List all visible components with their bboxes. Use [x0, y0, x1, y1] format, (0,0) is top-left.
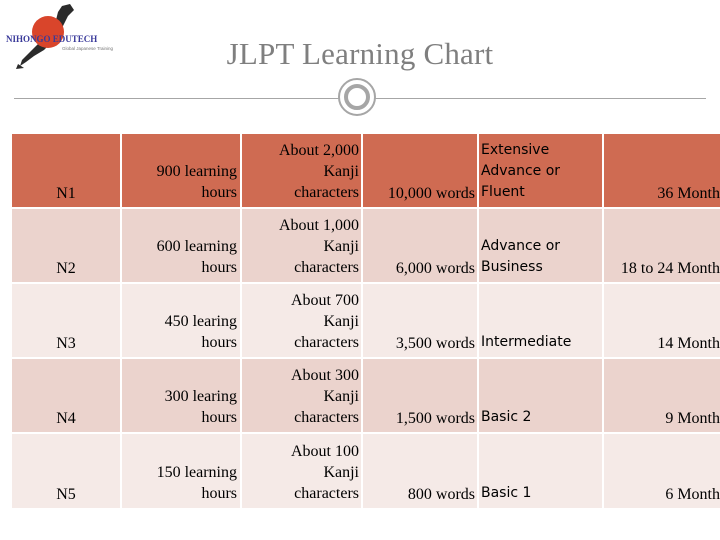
words-cell: 1,500 words — [363, 359, 479, 432]
ability-line: Advance or — [481, 163, 561, 179]
table-row-n1 — [12, 134, 720, 209]
words-cell: 800 words — [363, 434, 479, 508]
words-cell: 3,500 words — [363, 284, 479, 357]
kanji-line: Kanji — [323, 163, 359, 180]
hours-line: 450 learing — [164, 313, 237, 330]
duration-cell: 6 Month — [665, 486, 720, 503]
words-cell: 6,000 words — [363, 209, 479, 282]
kanji-line: characters — [294, 334, 359, 351]
kanji-cell — [242, 434, 363, 508]
ability-cell — [479, 284, 604, 357]
kanji-line: Kanji — [323, 238, 359, 255]
ring-ornament-icon — [338, 78, 376, 116]
kanji-line: Kanji — [323, 388, 359, 405]
page-title: JLPT Learning Chart — [226, 36, 494, 71]
hours-line: 300 learing — [164, 388, 237, 405]
table-row-n3 — [12, 284, 720, 359]
jlpt-table — [12, 134, 720, 524]
logo-text: NIHONGO EDUTECH — [6, 34, 98, 44]
hours-cell — [122, 434, 242, 508]
kanji-line: About 700 — [291, 292, 359, 309]
hours-cell — [122, 359, 242, 432]
kanji-cell — [242, 209, 363, 282]
kanji-cell — [242, 134, 363, 207]
hours-line: 600 learning — [156, 238, 237, 255]
kanji-cell — [242, 359, 363, 432]
kanji-line: characters — [294, 259, 359, 276]
hours-line: hours — [201, 334, 237, 351]
level-cell: N5 — [12, 434, 122, 508]
table-row-n5 — [12, 434, 720, 510]
kanji-line: About 2,000 — [279, 142, 359, 159]
duration-cell: 36 Month — [657, 185, 720, 202]
ability-line: Fluent — [481, 184, 525, 200]
level-cell: N3 — [12, 284, 122, 357]
words-cell: 10,000 words — [363, 134, 479, 207]
kanji-line: Kanji — [323, 313, 359, 330]
kanji-line: characters — [294, 184, 359, 201]
ability-line: Basic 2 — [481, 409, 532, 425]
kanji-line: About 300 — [291, 367, 359, 384]
hours-line: hours — [201, 184, 237, 201]
kanji-line: characters — [294, 485, 359, 502]
hours-line: 150 learning — [156, 464, 237, 481]
hours-cell — [122, 209, 242, 282]
hours-line: hours — [201, 485, 237, 502]
kanji-line: characters — [294, 409, 359, 426]
ability-line: Advance or — [481, 238, 561, 254]
duration-cell: 9 Month — [665, 410, 720, 427]
duration-cell: 18 to 24 Month — [620, 260, 720, 277]
ability-cell — [479, 209, 604, 282]
table-row-n4 — [12, 359, 720, 434]
level-cell: N4 — [12, 359, 122, 432]
hours-line: 900 learning — [156, 163, 237, 180]
ability-line: Intermediate — [481, 334, 572, 350]
ability-line: Basic 1 — [481, 485, 532, 501]
level-cell: N2 — [12, 209, 122, 282]
ability-cell — [479, 359, 604, 432]
ability-cell — [479, 134, 604, 207]
ability-line: Extensive — [481, 142, 550, 158]
ability-line: Business — [481, 259, 543, 275]
hours-cell — [122, 284, 242, 357]
duration-cell: 14 Month — [657, 335, 720, 352]
kanji-line: Kanji — [323, 464, 359, 481]
kanji-line: About 100 — [291, 443, 359, 460]
kanji-line: About 1,000 — [279, 217, 359, 234]
level-cell: N1 — [12, 134, 122, 207]
hours-line: hours — [201, 409, 237, 426]
hours-cell — [122, 134, 242, 207]
hours-line: hours — [201, 259, 237, 276]
logo-tagline: Global Japanese Training — [62, 46, 114, 51]
ability-cell — [479, 434, 604, 508]
table-row-n2 — [12, 209, 720, 284]
kanji-cell — [242, 284, 363, 357]
